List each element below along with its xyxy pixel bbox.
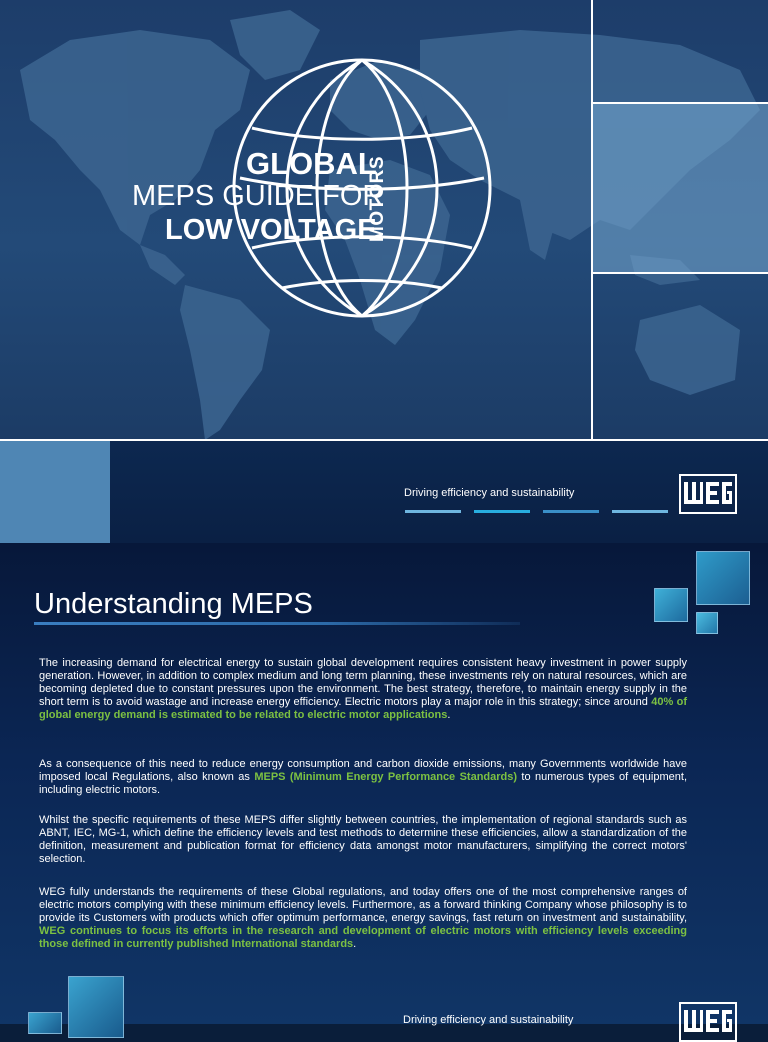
cover-dash-4 (612, 510, 668, 513)
heading-underline (34, 622, 520, 625)
highlight-meps-definition: MEPS (Minimum Energy Performance Standards) (254, 771, 518, 783)
cover-title-motors: MOTORS (367, 155, 388, 242)
decorative-square-large (696, 551, 750, 605)
decorative-square-bottom-large (68, 976, 124, 1038)
paragraph-2: As a consequence of this need to reduce energy consumption and carbon dioxide emissions, many Governments worldwide have imposed local Regulations, also known as MEPS (Minimum Energy Performance Standards) to numerous types of equipment, including electric motors. (39, 758, 687, 796)
cover-title-global: GLOBAL (246, 146, 377, 181)
highlight-weg-commitment: WEG continues to focus its efforts in the research and development of electric motors with efficiency levels exceeding those defined in currently published International standards (39, 925, 687, 950)
cover-dash-1 (405, 510, 461, 513)
decorative-square-small (696, 612, 718, 634)
decorative-square-bottom-small (28, 1012, 62, 1034)
page-heading: Understanding MEPS (34, 588, 313, 620)
weg-logo-page2 (679, 1002, 737, 1042)
cover-dash-3 (543, 510, 599, 513)
cover-dash-2 (474, 510, 530, 513)
cover-corner-tile (0, 441, 112, 543)
weg-logo (679, 474, 737, 514)
cover-title-low-voltage: LOW VOLTAGE (165, 214, 377, 246)
decorative-square-medium (654, 588, 688, 622)
cover-title-meps-guide: MEPS GUIDE FOR (132, 180, 384, 212)
cover-highlight-tile (593, 102, 768, 274)
paragraph-4: WEG fully understands the requirements of these Global regulations, and today offers one of the most comprehensive ranges of electric motors complying with these minimum efficiency levels. Furthermore, as a forward thinking Company whose philosophy is to provide its Customers with products which offer optimum performance, energy savings, fast return on investment and sustainability, WEG continues to focus its efforts in the research and development of electric motors with efficiency levels exceeding those defined in currently published International standards. (39, 886, 687, 950)
paragraph-3: Whilst the specific requirements of these MEPS differ slightly between countries, the implementation of regional standards such as ABNT, IEC, MG-1, which define the efficiency levels and test methods to determine these efficiencies, allow a standardization of the definition, measurement and publication format for efficiency data amongst motor manufacturers, simplifying the correct motors' selection. (39, 814, 687, 865)
page2-tagline: Driving efficiency and sustainability (403, 1014, 574, 1026)
highlight-energy-demand: 40% of global energy demand is estimated to be related to electric motor applications (39, 696, 687, 721)
paragraph-1: The increasing demand for electrical energy to sustain global development requires consistent heavy investment in power supply generation. However, in addition to complex medium and long term planning, these investments rely on natural resources, which are becoming depleted due to constant pressures upon the environment. The best strategy, therefore, to maintain energy supply in the short term is to avoid wastage and increase energy efficiency. Electric motors play a major role in this strategy; since around 40% of global energy demand is estimated to be related to electric motor applications. (39, 657, 687, 721)
cover-tagline: Driving efficiency and sustainability (404, 487, 575, 499)
